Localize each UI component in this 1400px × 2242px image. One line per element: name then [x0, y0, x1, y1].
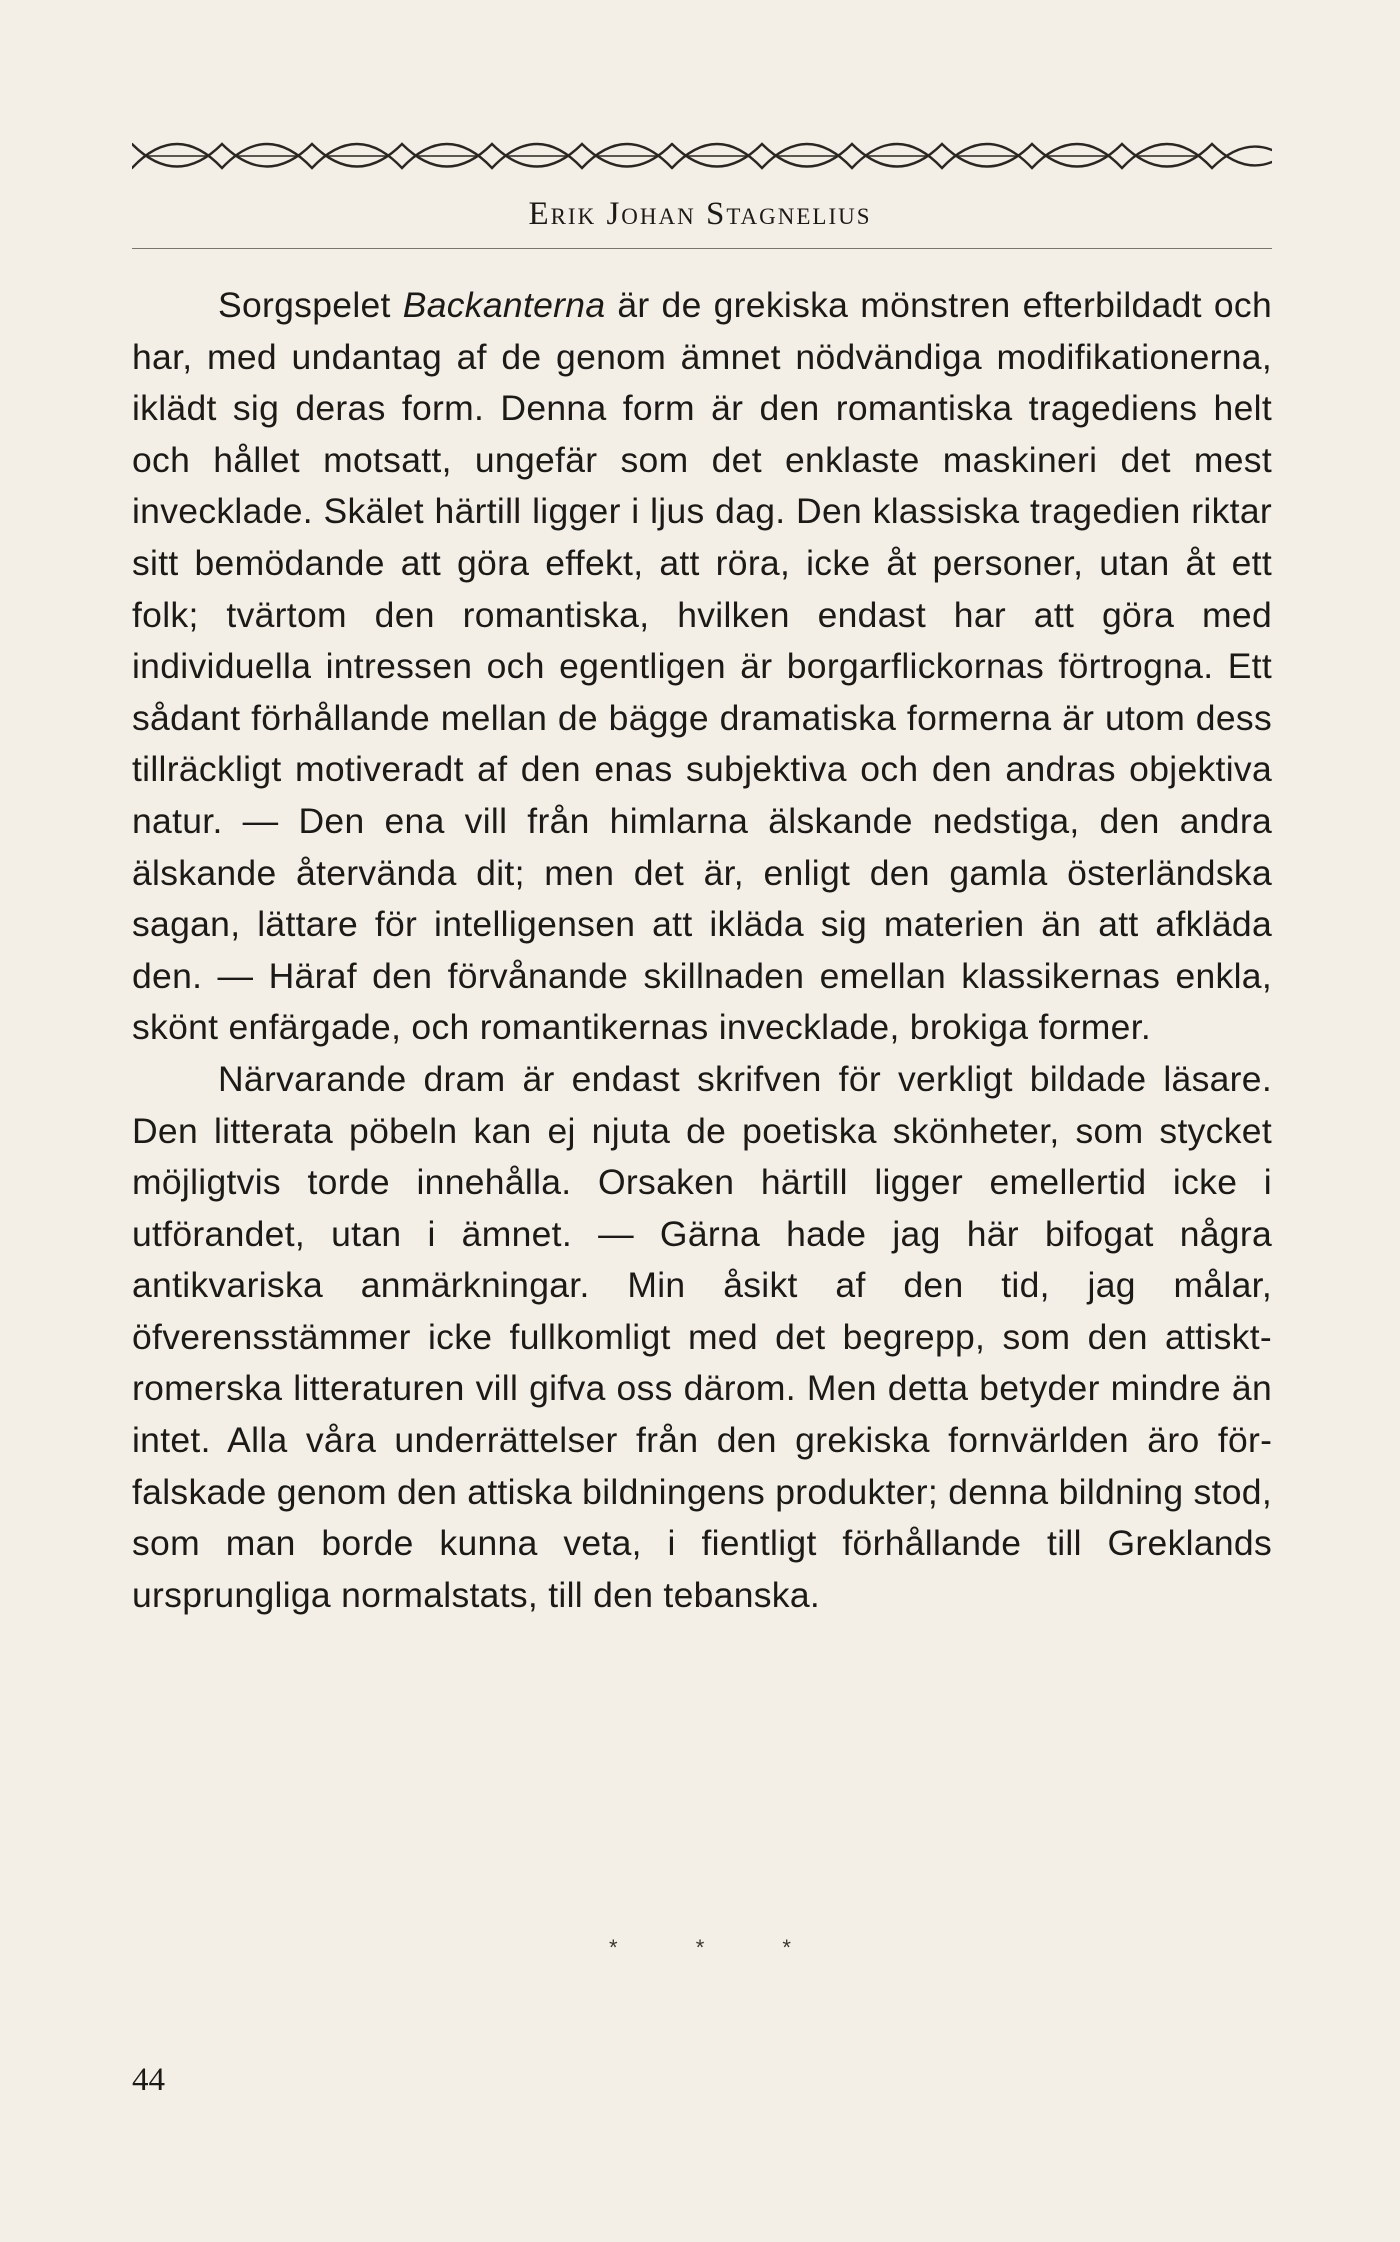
paragraph-1-rest: är de grekiska mönstren efterbildadt och har, med undantag af de genom ämnet nödvändiga modifikationerna, iklädt sig deras form. Denna form är den romantiska tragediens helt och hållet motsatt, ungefär som det enklaste maskineri det mest invecklade. Skälet härtill ligger i ljus dag. Den klassiska tragedien riktar sitt bemödande att göra effekt, att röra, icke åt personer, utan åt ett folk; tvärtom den romantiska, hvilken endast har att göra med individuella intressen och egentligen är borgarflickornas förtrogna. Ett sådant förhållande mellan de bägge dramatiska formerna är utom dess tillräckligt motiveradt af den enas subjektiva och den andras objektiva natur. — Den ena vill från himlarna älskande nedstiga, den andra älskande återvända dit; men det är, enligt den gamla österländska sagan, lättare för intelligensen att ikläda sig materien än att afkläda den. — Häraf den förvånande skillnaden emellan klassikernas enkla, skönt enfärgade, och romantikernas invecklade, brokiga former.	[132, 285, 1272, 1048]
decorative-ornament-band	[132, 130, 1272, 178]
running-head-author: Erik Johan Stagnelius	[528, 196, 872, 232]
play-title: Backanterna	[402, 285, 606, 325]
header-rule	[132, 248, 1272, 249]
page-number: 44	[132, 2062, 165, 2098]
paragraph-2: Närvarande dram är endast skrifven för verkligt bildade läsare. Den litterata pöbeln kan ej njuta de poetiska skönheter, som stycket möjligtvis torde innehålla. Orsaken härtill ligger emellertid icke i utförandet, utan i ämnet. — Gärna hade jag här bifogat några antikvariska anmärkningar. Min åsikt af den tid, jag målar, öfverensstämmer icke fullkomligt med det begrepp, som den attiskt-romerska litteraturen vill gifva oss därom. Men detta betyder mindre än intet. Alla våra underrättelser från den grekiska fornvärlden äro förfalskade genom den attiska bildningens produkter; denna bildning stod, som man borde kunna veta, i fientligt förhållande till Greklands ursprungliga normalstats, till den tebanska.	[132, 1058, 1273, 1615]
paragraph-1-intro: Sorgspelet	[218, 285, 403, 325]
body-text	[132, 280, 1272, 1621]
section-asterism: * * *	[609, 1935, 827, 1960]
paragraph-1	[132, 280, 1272, 1054]
